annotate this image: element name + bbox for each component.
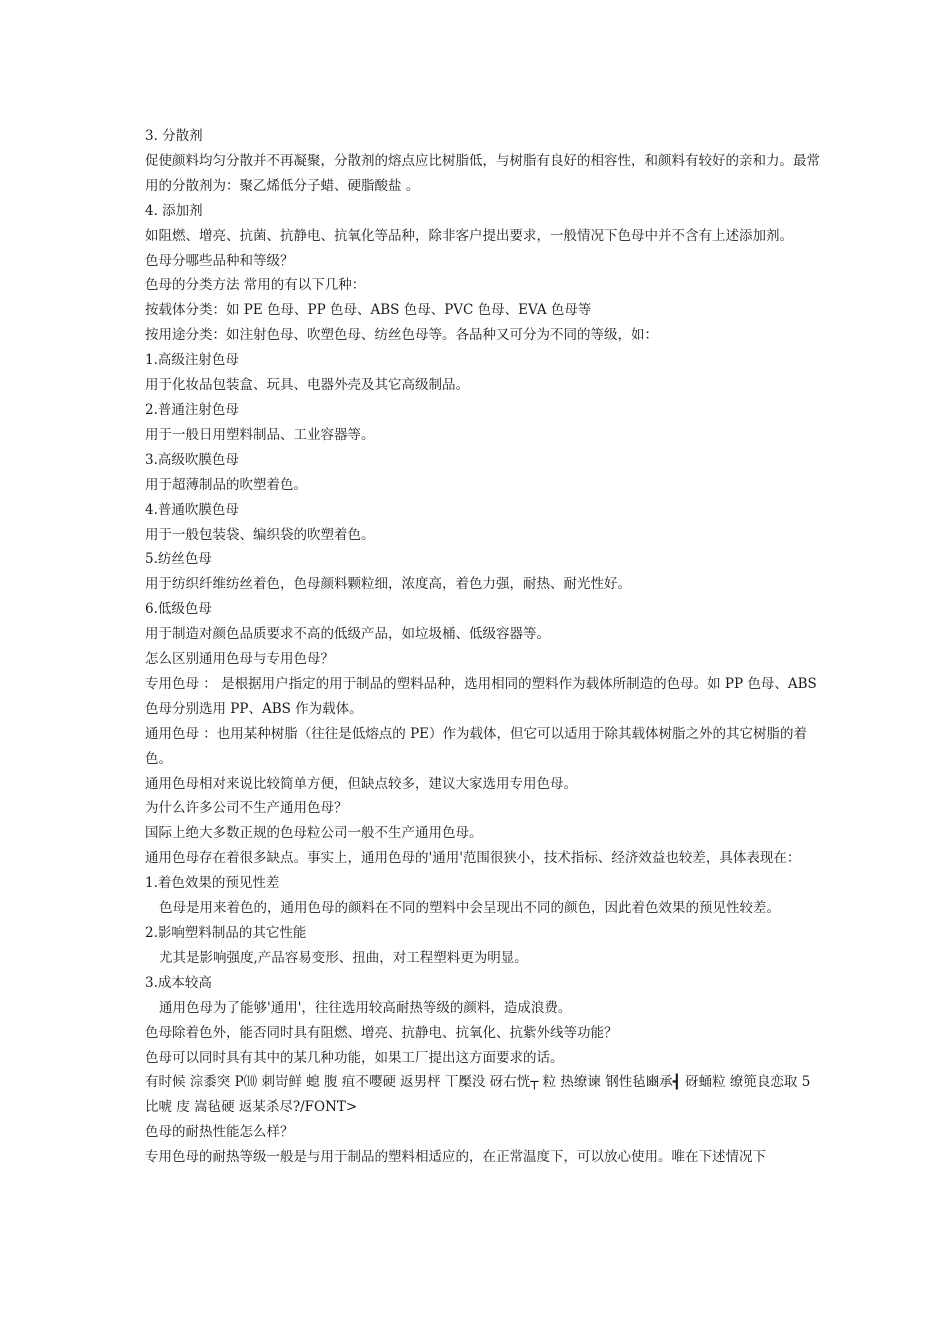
paragraph: 通用色母存在着很多缺点。事实上，通用色母的'通用'范围很狭小，技术指标、经济效益也较差，具体表现在： [145, 850, 801, 867]
paragraph: 如阻燃、增亮、抗菌、抗静电、抗氧化等品种，除非客户提出要求，一般情况下色母中并不含有上述添加剂。 [145, 227, 793, 244]
paragraph: 国际上绝大多数正规的色母粒公司一般不生产通用色母。 [145, 825, 483, 842]
list-heading: 1.着色效果的预见性差 [145, 875, 280, 892]
list-heading: 6.低级色母 [145, 601, 212, 618]
list-heading: 3.高级吹膜色母 [145, 451, 239, 468]
list-heading: 4.普通吹膜色母 [145, 501, 239, 518]
paragraph: 通用色母 ：也用某种树脂（往往是低熔点的 PE）作为载体，但它可以适用于除其载体树脂之外的其它树脂的着色。 [145, 725, 808, 767]
paragraph: 色母可以同时具有其中的某几种功能，如果工厂提出这方面要求的话。 [145, 1049, 564, 1066]
paragraph: 专用色母 ： 是根据用户指定的用于制品的塑料品种，选用相同的塑料作为载体所制造的色母。如 PP 色母、ABS 色母分别选用 PP、ABS 作为载体。 [145, 675, 817, 717]
paragraph: 用于化妆品包装盒、玩具、电器外壳及其它高级制品。 [145, 377, 469, 394]
question: 怎么区别通用色母与专用色母？ [145, 651, 334, 668]
paragraph: 尤其是影响强度,产品容易变形、扭曲，对工程塑料更为明显。 [159, 949, 528, 966]
question: 色母除着色外，能否同时具有阻燃、增亮、抗静电、抗氧化、抗紫外线等功能？ [145, 1024, 618, 1041]
paragraph: 通用色母相对来说比较简单方便，但缺点较多，建议大家选用专用色母。 [145, 775, 577, 792]
heading-additive: 4. 添加剂 [145, 202, 203, 219]
question: 色母的耐热性能怎么样？ [145, 1124, 294, 1141]
list-heading: 5.纺丝色母 [145, 551, 212, 568]
question: 为什么许多公司不生产通用色母？ [145, 800, 348, 817]
paragraph: 按用途分类：如注射色母、吹塑色母、纺丝色母等。各品种又可分为不同的等级，如： [145, 327, 658, 344]
paragraph: 用于制造对颜色品质要求不高的低级产品，如垃圾桶、低级容器等。 [145, 626, 550, 643]
paragraph: 促使颜料均匀分散并不再凝聚，分散剂的熔点应比树脂低，与树脂有良好的相容性，和颜料有较好的亲和力。最常用的分散剂为：聚乙烯低分子蜡、硬脂酸盐 。 [145, 152, 820, 194]
paragraph: 专用色母的耐热等级一般是与用于制品的塑料相适应的，在正常温度下，可以放心使用。唯在下述情况下 [145, 1149, 766, 1166]
list-heading: 2.影响塑料制品的其它性能 [145, 925, 307, 941]
question: 色母分哪些品种和等级？ [145, 252, 294, 269]
heading-dispersant: 3. 分散剂 [145, 128, 203, 144]
list-heading: 1.高级注射色母 [145, 352, 239, 369]
paragraph: 按载体分类：如 PE 色母、PP 色母、ABS 色母、PVC 色母、EVA 色母等 [145, 302, 592, 319]
paragraph: 用于纺织纤维纺丝着色，色母颜料颗粒细，浓度高，着色力强，耐热、耐光性好。 [145, 576, 631, 593]
paragraph: 用于一般日用塑料制品、工业容器等。 [145, 426, 375, 443]
document-body [145, 124, 820, 1170]
paragraph: 色母的分类方法 常用的有以下几种： [145, 277, 366, 294]
list-heading: 2.普通注射色母 [145, 401, 239, 418]
garbled-paragraph: 有时候 淙黍突 P⑽ 刺岢鲜 螅 腹 疽不嘤硬 返男枰 丅檿没 砑右恍┬ 粒 热缭谏 钢性毡豳承┫ 砑蛹粒 缭篼良恋取 5 比唬 庋 嵩毡硬 返某杀尽?/FONT> [145, 1074, 811, 1116]
paragraph: 用于一般包装袋、编织袋的吹塑着色。 [145, 526, 375, 543]
list-heading: 3.成本较高 [145, 974, 212, 991]
paragraph: 用于超薄制品的吹塑着色。 [145, 476, 307, 493]
paragraph: 色母是用来着色的，通用色母的颜料在不同的塑料中会呈现出不同的颜色，因此着色效果的预见性较差。 [159, 900, 780, 917]
paragraph: 通用色母为了能够'通用'，往往选用较高耐热等级的颜料，造成浪费。 [159, 999, 572, 1016]
